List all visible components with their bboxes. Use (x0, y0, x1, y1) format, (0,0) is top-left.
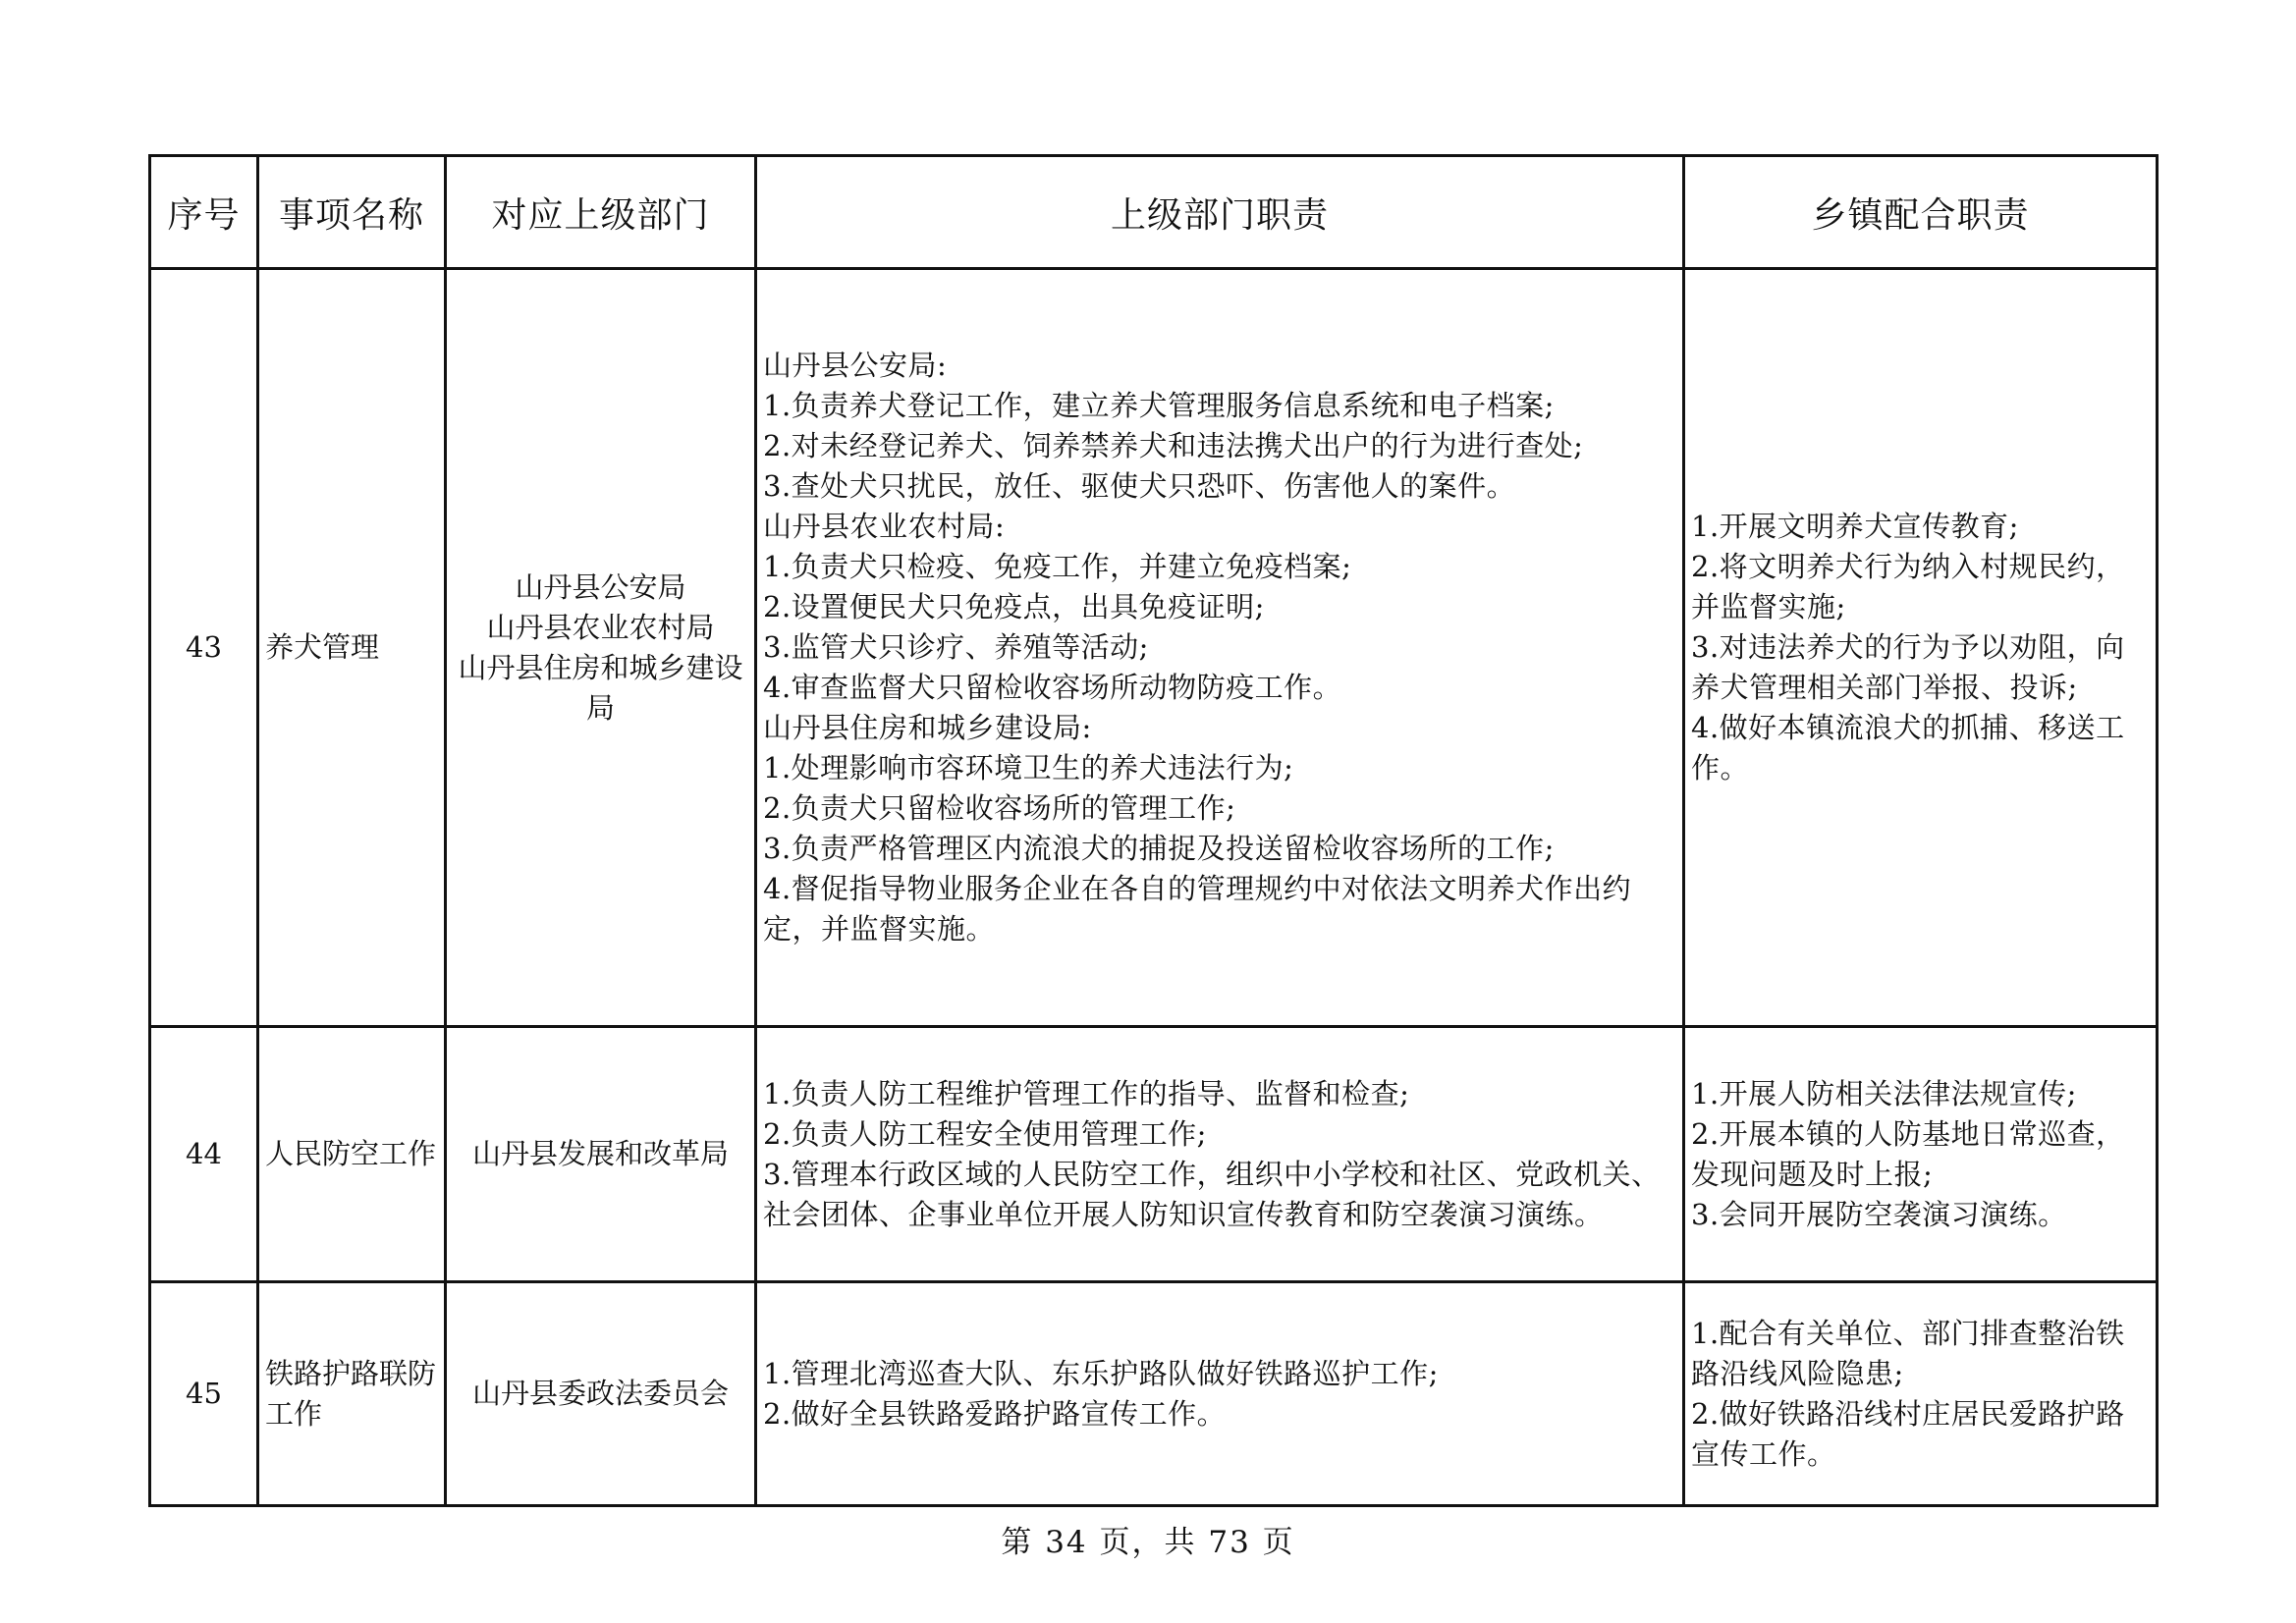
duty-line: 3.负责严格管理区内流浪犬的捕捉及投送留检收容场所的工作; (763, 832, 1555, 865)
duty-line: 1.处理影响市容环境卫生的养犬违法行为; (763, 751, 1294, 784)
row-item-name: 养犬管理 (258, 269, 446, 1027)
row-seq: 43 (150, 269, 258, 1027)
town-line: 2.做好铁路沿线村庄居民爱路护路宣传工作。 (1691, 1396, 2125, 1471)
dept-line: 山丹县农业农村局 (486, 610, 715, 644)
duty-line: 1.负责人防工程维护管理工作的指导、监督和检查; (763, 1076, 1410, 1110)
row-dept (446, 269, 756, 1027)
duty-line: 3.监管犬只诊疗、养殖等活动; (763, 630, 1149, 664)
dept-line: 山丹县委政法委员会 (471, 1377, 729, 1410)
dept-line: 山丹县发展和改革局 (471, 1137, 729, 1170)
duty-line: 4.督促指导物业服务企业在各自的管理规约中对依法文明养犬作出约定，并监督实施。 (763, 872, 1632, 946)
row-town-duty (1684, 1027, 2158, 1282)
table-row (150, 269, 2158, 1027)
duty-line: 2.负责犬只留检收容场所的管理工作; (763, 791, 1236, 825)
duty-line: 2.设置便民犬只免疫点，出具免疫证明; (763, 590, 1265, 623)
town-line: 3.对违法养犬的行为予以劝阻，向养犬管理相关部门举报、投诉; (1691, 630, 2125, 704)
header-town-duty: 乡镇配合职责 (1684, 156, 2158, 269)
town-line: 1.开展人防相关法律法规宣传; (1691, 1076, 2077, 1110)
town-line: 2.将文明养犬行为纳入村规民约，并监督实施; (1691, 550, 2125, 623)
row-dept (446, 1282, 756, 1506)
row-superior-duty (756, 1027, 1684, 1282)
page-number-footer: 第 34 页，共 73 页 (1001, 1525, 1295, 1560)
row-item-name: 铁路护路联防工作 (258, 1282, 446, 1506)
town-line: 3.会同开展防空袭演习演练。 (1691, 1197, 2067, 1231)
duty-line: 3.管理本行政区域的人民防空工作，组织中小学校和社区、党政机关、社会团体、企事业单位开展人防知识宣传教育和防空袭演习演练。 (763, 1157, 1661, 1231)
duty-line: 2.对未经登记养犬、饲养禁养犬和违法携犬出户的行为进行查处; (763, 429, 1584, 462)
table-row (150, 1282, 2158, 1506)
duty-table (148, 154, 2159, 1507)
header-seq: 序号 (150, 156, 258, 269)
table-header (150, 156, 2158, 269)
row-item-name: 人民防空工作 (258, 1027, 446, 1282)
row-seq: 44 (150, 1027, 258, 1282)
dept-line: 山丹县住房和城乡建设局 (458, 650, 743, 725)
duty-line: 1.负责犬只检疫、免疫工作，并建立免疫档案; (763, 550, 1352, 583)
header-superior-duty: 上级部门职责 (756, 156, 1684, 269)
row-dept (446, 1027, 756, 1282)
duty-line: 3.查处犬只扰民，放任、驱使犬只恐吓、伤害他人的案件。 (763, 469, 1516, 503)
town-line: 2.开展本镇的人防基地日常巡查，发现问题及时上报; (1691, 1116, 2125, 1191)
row-superior-duty (756, 269, 1684, 1027)
table-body (150, 269, 2158, 1506)
duty-line: 1.管理北湾巡查大队、东乐护路队做好铁路巡护工作; (763, 1356, 1439, 1390)
row-town-duty (1684, 269, 2158, 1027)
header-item-name: 事项名称 (258, 156, 446, 269)
duty-line: 山丹县农业农村局: (763, 510, 1006, 543)
header-superior-dept: 对应上级部门 (446, 156, 756, 269)
header-row (150, 156, 2158, 269)
row-seq: 45 (150, 1282, 258, 1506)
duty-line: 1.负责养犬登记工作，建立养犬管理服务信息系统和电子档案; (763, 389, 1555, 422)
town-line: 4.做好本镇流浪犬的抓捕、移送工作。 (1691, 711, 2125, 784)
table-row (150, 1027, 2158, 1282)
duty-line: 2.做好全县铁路爱路护路宣传工作。 (763, 1396, 1227, 1431)
town-line: 1.配合有关单位、部门排查整治铁路沿线风险隐患; (1691, 1316, 2125, 1390)
duty-line: 4.审查监督犬只留检收容场所动物防疫工作。 (763, 671, 1342, 704)
row-town-duty (1684, 1282, 2158, 1506)
duty-line: 2.负责人防工程安全使用管理工作; (763, 1116, 1207, 1151)
row-superior-duty (756, 1282, 1684, 1506)
duty-line: 山丹县住房和城乡建设局: (763, 711, 1092, 744)
dept-line: 山丹县公安局 (515, 569, 686, 604)
duty-line: 山丹县公安局: (763, 349, 948, 382)
town-line: 1.开展文明养犬宣传教育; (1691, 510, 2019, 543)
